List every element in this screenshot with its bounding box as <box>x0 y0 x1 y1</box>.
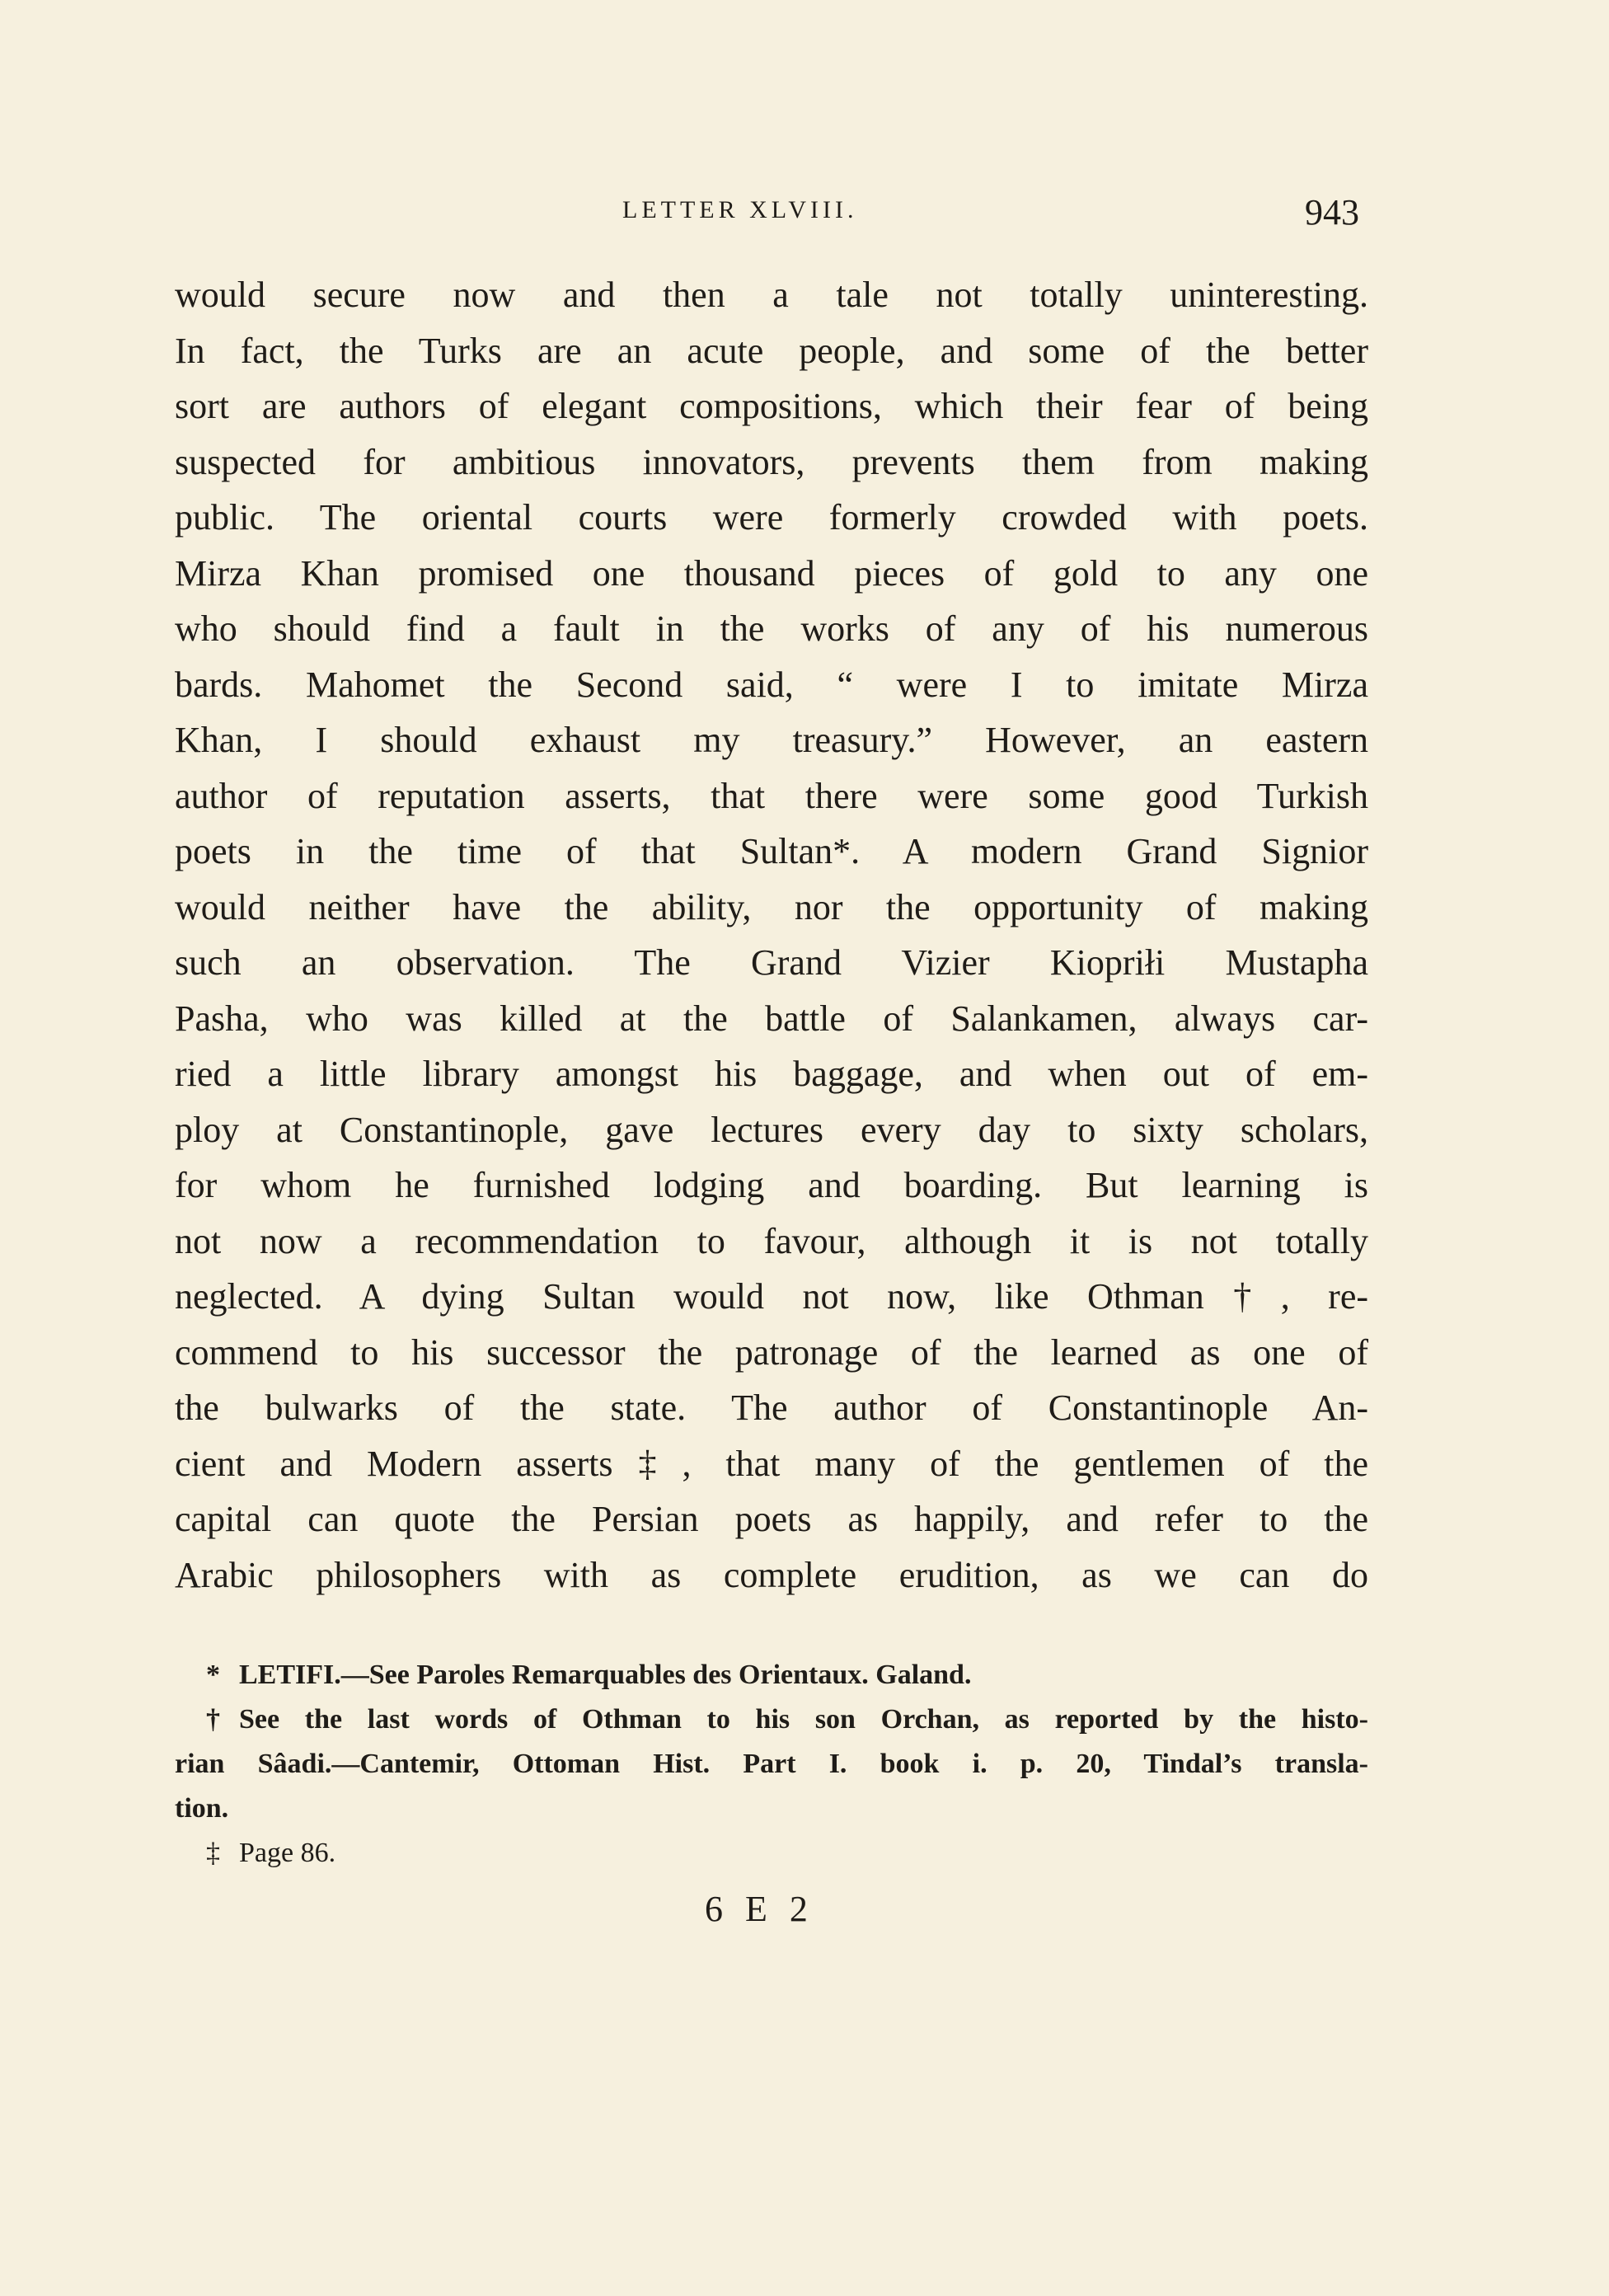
body-line: In fact, the Turks are an acute people, and some of the better <box>175 330 1368 371</box>
body-line: who should find a fault in the works of any of his numerous <box>175 608 1368 649</box>
footnote-mark: † <box>206 1704 220 1735</box>
footnote-1 <box>175 1653 1368 1697</box>
body-line: the bulwarks of the state. The author of Constantinople An- <box>175 1387 1368 1428</box>
body-line: ried a little library amongst his baggage, and when out of em- <box>175 1054 1368 1094</box>
body-line: commend to his successor the patronage of the learned as one of <box>175 1331 1368 1373</box>
body-line: public. The oriental courts were formerly crowded with poets. <box>175 497 1368 538</box>
body-line: capital can quote the Persian poets as happily, and refer to the <box>175 1499 1368 1539</box>
body-line: bards. Mahomet the Second said, “ were I to imitate Mirza <box>175 664 1368 705</box>
body-line: neglected. A dying Sultan would not now, like Othman†, re- <box>175 1276 1368 1317</box>
body-line: for whom he furnished lodging and boarding. But learning is <box>175 1165 1368 1205</box>
body-line: poets in the time of that Sultan*. A modern Grand Signior <box>175 831 1368 871</box>
running-title: LETTER XLVIII. <box>622 196 858 223</box>
footnotes <box>175 1653 1368 1876</box>
body-line: Arabic philosophers with as complete erudition, as we can do <box>175 1554 1368 1595</box>
footnote-mark: ‡ <box>206 1838 220 1868</box>
running-head <box>0 191 1609 241</box>
body-line: not now a recommendation to favour, although it is not totally <box>175 1220 1368 1261</box>
body-line: such an observation. The Grand Vizier Kiopriłi Mustapha <box>175 942 1368 983</box>
body-line: author of reputation asserts, that there were some good Turkish <box>175 775 1368 816</box>
footnote-text: See the last words of Othman to his son Orchan, as reported by the histo- <box>239 1704 1368 1735</box>
footnote-2 <box>175 1697 1368 1742</box>
body-line: would secure now and then a tale not totally uninteresting. <box>175 275 1368 315</box>
body-line: would neither have the ability, nor the opportunity of making <box>175 886 1368 927</box>
body-line: suspected for ambitious innovators, prevents them from making <box>175 441 1368 482</box>
footnote-mark: * <box>206 1660 220 1690</box>
footnote-2-end: tion. <box>175 1793 229 1824</box>
footnote-3 <box>175 1831 1368 1876</box>
page-number: 943 <box>1305 192 1359 232</box>
body-line: Pasha, who was killed at the battle of Salankamen, always car- <box>175 998 1368 1039</box>
signature-mark: 6 E 2 <box>705 1889 814 1929</box>
footnote-text: LETIFI.—See Paroles Remarquables des Orientaux. Galand. <box>239 1660 972 1690</box>
body-line: Mirza Khan promised one thousand pieces of gold to any one <box>175 552 1368 594</box>
footnote-text: Page 86. <box>239 1838 336 1868</box>
body-line: cient and Modern asserts‡, that many of the gentlemen of the <box>175 1443 1368 1484</box>
body-text <box>175 267 1368 1603</box>
body-line: ploy at Constantinople, gave lectures every day to sixty scholars, <box>175 1109 1368 1150</box>
footnote-2-continued: rian Sâadi.—Cantemir, Ottoman Hist. Part I. book i. p. 20, Tindal’s transla- <box>175 1749 1368 1779</box>
body-line: Khan, I should exhaust my treasury.” However, an eastern <box>175 720 1368 760</box>
body-line: sort are authors of elegant compositions, which their fear of being <box>175 386 1368 426</box>
